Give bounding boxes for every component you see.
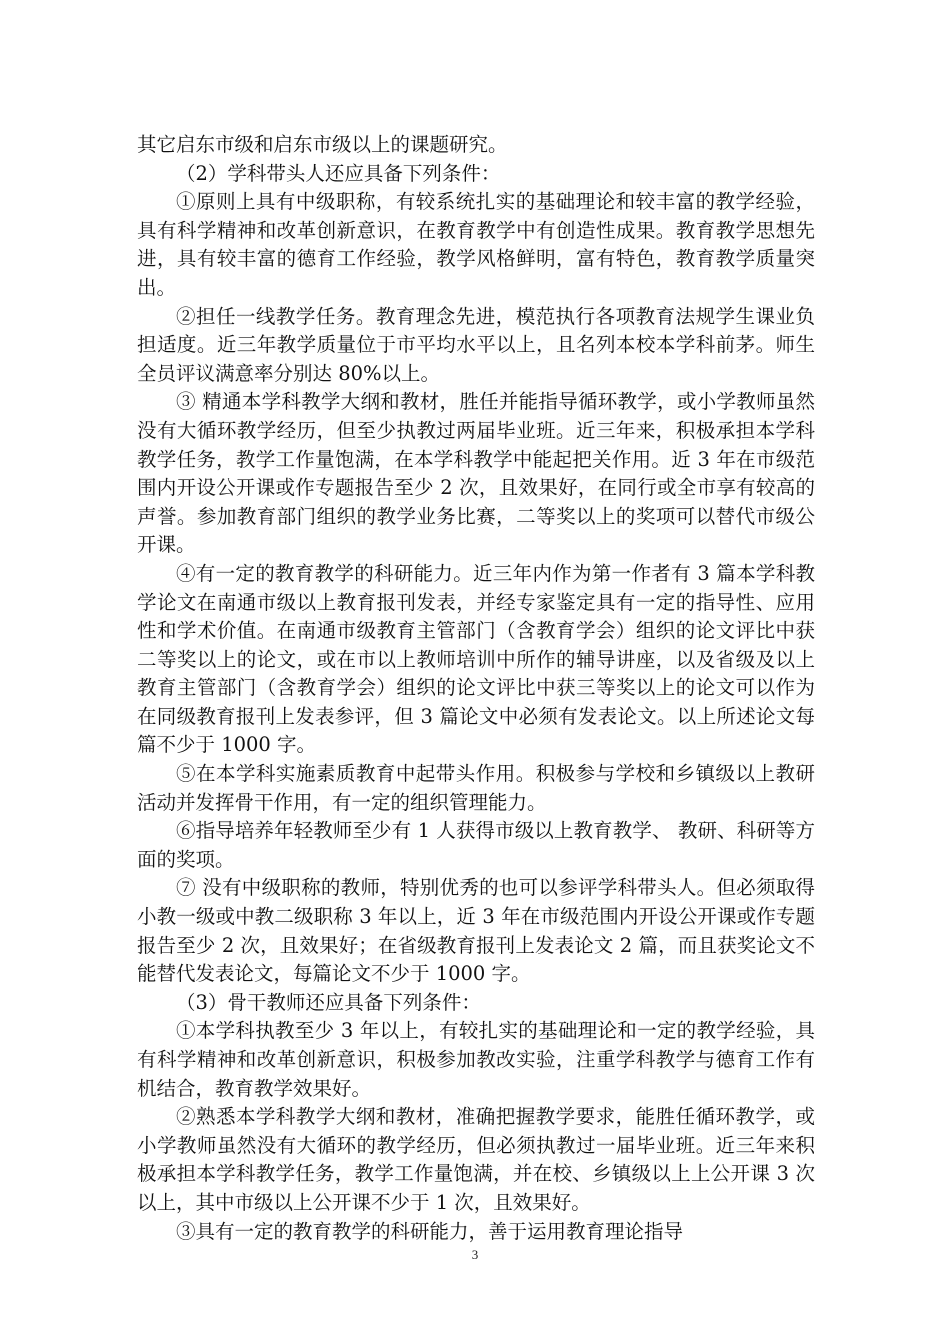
paragraph: ⑤在本学科实施素质教育中起带头作用。积极参与学校和乡镇级以上教研活动并发挥骨干作用，有一定的组织管理能力。	[137, 762, 815, 814]
paragraph: ①本学科执教至少 3 年以上，有较扎实的基础理论和一定的教学经验，具有科学精神和改革创新意识，积极参加教改实验，注重学科教学与德育工作有机结合，教育教学效果好。	[137, 1019, 815, 1100]
paragraph: ②担任一线教学任务。教育理念先进，模范执行各项教育法规学生课业负担适度。近三年教学质量位于市平均水平以上，且名列本校本学科前茅。师生全员评议满意率分别达 80%以上。	[137, 304, 815, 385]
paragraph: ②熟悉本学科教学大纲和教材，准确把握教学要求，能胜任循环教学，或小学教师虽然没有大循环的教学经历，但必须执教过一届毕业班。近三年来积极承担本学科教学任务，教学工作量饱满，并在校、乡镇级以上上公开课 3 次以上，其中市级以上公开课不少于 1 次，且效果好。	[137, 1105, 815, 1214]
document-body	[137, 131, 815, 1246]
page-number: 3	[471, 1247, 479, 1262]
paragraph: ⑦ 没有中级职称的教师，特别优秀的也可以参评学科带头人。但必须取得小教一级或中教二级职称 3 年以上，近 3 年在市级范围内开设公开课或作专题报告至少 2 次，且效果好；在省级教育报刊上发表论文 2 篇，而且获奖论文不能替代发表论文，每篇论文不少于 1000 字。	[137, 876, 815, 986]
paragraph: ③具有一定的教育教学的科研能力，善于运用教育理论指导	[176, 1219, 684, 1243]
paragraph: 其它启东市级和启东市级以上的课题研究。	[137, 133, 508, 156]
paragraph: ⑥指导培养年轻教师至少有 1 人获得市级以上教育教学、 教研、科研等方面的奖项。	[137, 819, 815, 871]
paragraph: ④有一定的教育教学的科研能力。近三年内作为第一作者有 3 篇本学科教学论文在南通市级以上教育报刊发表，并经专家鉴定具有一定的指导性、应用性和学术价值。在南通市级教育主管部门（含教育学会）组织的论文评比中获二等奖以上的论文，或在市以上教师培训中所作的辅导讲座，以及省级及以上教育主管部门（含教育学会）组织的论文评比中获三等奖以上的论文可以作为在同级教育报刊上发表参评，但 3 篇论文中必须有发表论文。以上所述论文每篇不少于 1000 字。	[137, 561, 815, 757]
section-heading-discipline-leader: （2）学科带头人还应具备下列条件：	[176, 161, 501, 185]
section-heading-backbone-teacher: （3）骨干教师还应具备下列条件：	[176, 990, 481, 1014]
paragraph: ③ 精通本学科教学大纲和教材，胜任并能指导循环教学，或小学教师虽然没有大循环教学经历，但至少执教过两届毕业班。近三年来，积极承担本学科教学任务，教学工作量饱满，在本学科教学中能起把关作用。近 3 年在市级范围内开设公开课或作专题报告至少 2 次，且效果好，在同行或全市享有较高的声誉。参加教育部门组织的教学业务比赛，二等奖以上的奖项可以替代市级公开课。	[137, 390, 815, 557]
paragraph: ①原则上具有中级职称，有较系统扎实的基础理论和较丰富的教学经验，具有科学精神和改革创新意识，在教育教学中有创造性成果。教育教学思想先进，具有较丰富的德育工作经验，教学风格鲜明，富有特色，教育教学质量突出。	[137, 190, 815, 299]
